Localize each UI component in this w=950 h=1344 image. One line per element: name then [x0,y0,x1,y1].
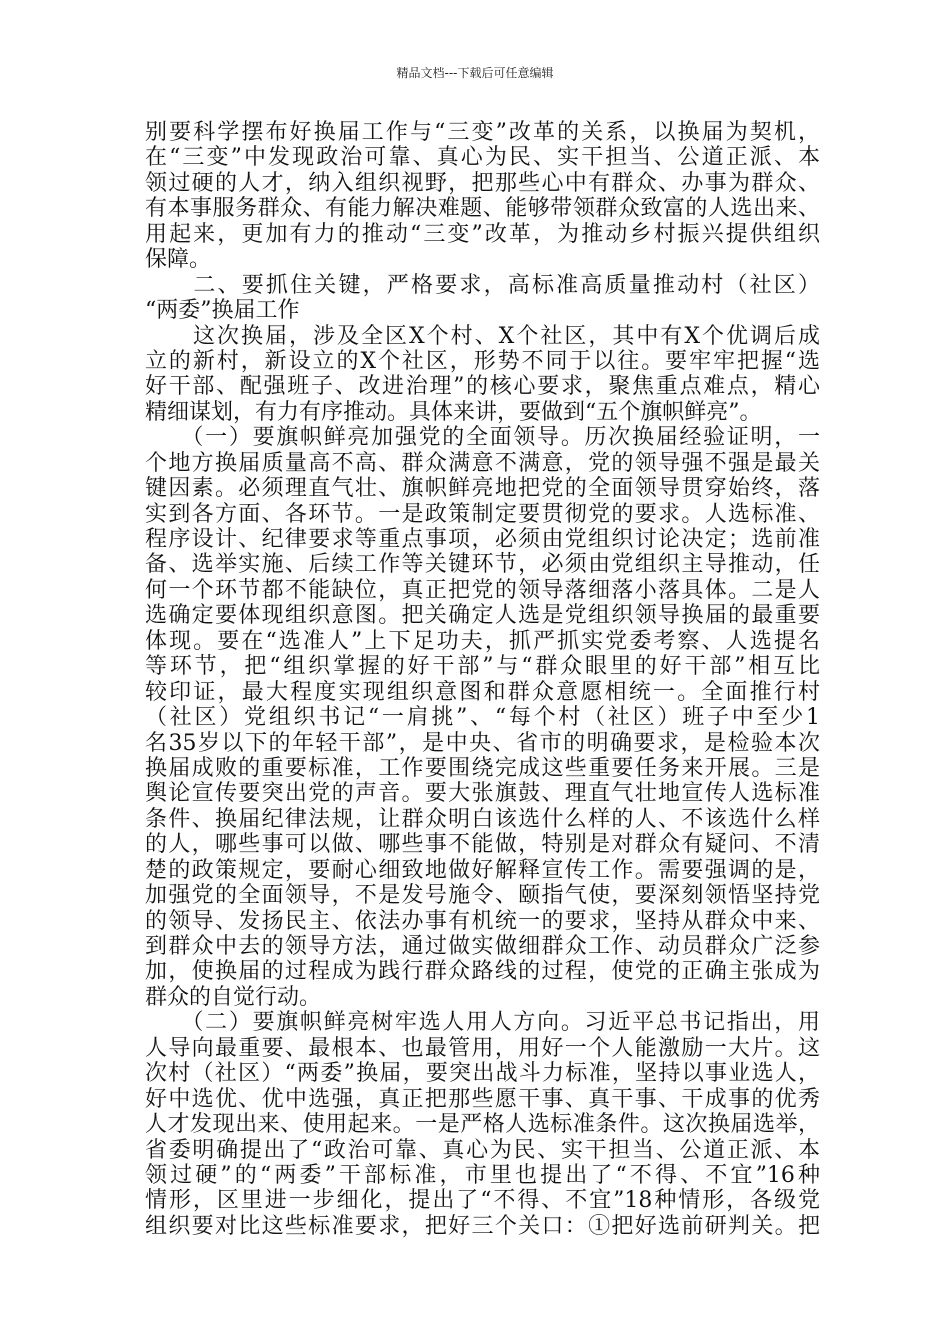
text-line: 二、要抓住关键，严格要求，高标准高质量推动村（社区） [145,272,820,298]
text-line: 保障。 [145,247,212,273]
text-line: “两委”换届工作 [145,298,300,324]
text-line: 人才发现出来、使用起来。一是严格人选标准条件。这次换届选举， [145,1112,820,1138]
text-line: 省委明确提出了“政治可靠、真心为民、实干担当、公道正派、本 [145,1137,820,1163]
text-line: 换届成败的重要标准，工作要围绕完成这些重要任务来开展。三是 [145,755,820,781]
text-line: 选确定要体现组织意图。把关确定人选是党组织领导换届的最重要 [145,603,820,629]
text-line: 较印证，最大程度实现组织意图和群众意愿相统一。全面推行村 [145,679,820,705]
text-line: 这次换届，涉及全区X个村、X个社区，其中有X个优调后成 [145,323,820,349]
text-line: 好中选优、优中选强，真正把那些愿干事、真干事、干成事的优秀 [145,1086,820,1112]
text-line: 名35岁以下的年轻干部”，是中央、省市的明确要求，是检验本次 [145,730,820,756]
text-line: 群众的自觉行动。 [145,984,322,1010]
text-line: 在“三变”中发现政治可靠、真心为民、实干担当、公道正派、本 [145,145,820,171]
text-line: 加强党的全面领导，不是发号施令、颐指气使，要深刻领悟坚持党 [145,883,820,909]
text-line: 立的新村，新设立的X个社区，形势不同于以往。要牢牢把握“选 [145,348,820,374]
text-line: 何一个环节都不能缺位，真正把党的领导落细落小落具体。二是人 [145,577,820,603]
text-line: 次村（社区）“两委”换届，要突出战斗力标准，坚持以事业选人， [145,1061,820,1087]
text-line: 用起来，更加有力的推动“三变”改革，为推动乡村振兴提供组织 [145,221,820,247]
text-line: 备、选举实施、后续工作等关键环节，必须由党组织主导推动，任 [145,552,820,578]
document-body [145,120,820,1239]
text-line: （二）要旗帜鲜亮树牢选人用人方向。习近平总书记指出，用 [145,1010,820,1036]
text-line: 键因素。必须理直气壮、旗帜鲜亮地把党的全面领导贯穿始终，落 [145,476,820,502]
text-line: 加，使换届的过程成为践行群众路线的过程，使党的正确主张成为 [145,959,820,985]
text-line: 舆论宣传要突出党的声音。要大张旗鼓、理直气壮地宣传人选标准 [145,781,820,807]
text-line: 楚的政策规定，要耐心细致地做好解释宣传工作。需要强调的是， [145,857,820,883]
text-line: 程序设计、纪律要求等重点事项，必须由党组织讨论决定；选前准 [145,527,820,552]
text-line: （社区）党组织书记“一肩挑”、“每个村（社区）班子中至少1 [145,705,820,731]
text-line: 好干部、配强班子、改进治理”的核心要求，聚焦重点难点，精心 [145,374,820,400]
text-line: 领过硬的人才，纳入组织视野，把那些心中有群众、办事为群众、 [145,170,820,196]
text-line: 等环节，把“组织掌握的好干部”与“群众眼里的好干部”相互比 [145,654,820,680]
text-line: 组织要对比这些标准要求，把好三个关口：①把好选前研判关。把 [145,1213,820,1239]
text-line: 精细谋划，有力有序推动。具体来讲，要做到“五个旗帜鲜亮”。 [145,399,762,425]
text-line: 别要科学摆布好换届工作与“三变”改革的关系，以换届为契机， [145,120,820,145]
text-line: 领过硬”的“两委”干部标准，市里也提出了“不得、不宜”16种 [145,1162,820,1188]
text-line: 有本事服务群众、有能力解决难题、能够带领群众致富的人选出来、 [145,196,820,222]
text-line: 实到各方面、各环节。一是政策制定要贯彻党的要求。人选标准、 [145,501,820,527]
text-line: 体现。要在“选准人”上下足功夫，抓严抓实党委考察、人选提名 [145,628,820,654]
text-line: （一）要旗帜鲜亮加强党的全面领导。历次换届经验证明，一 [145,425,820,451]
text-line: 到群众中去的领导方法，通过做实做细群众工作、动员群众广泛参 [145,934,820,959]
text-line: 的领导、发扬民主、依法办事有机统一的要求，坚持从群众中来、 [145,908,820,934]
text-line: 人导向最重要、最根本、也最管用，用好一个人能激励一大片。这 [145,1035,820,1061]
text-line: 的人，哪些事可以做、哪些事不能做，特别是对群众有疑问、不清 [145,832,820,858]
text-line: 条件、换届纪律法规，让群众明白该选什么样的人、不该选什么样 [145,806,820,832]
page-header: 精品文档---下载后可任意编辑 [396,66,554,80]
text-line: 情形，区里进一步细化，提出了“不得、不宜”18种情形，各级党 [145,1188,820,1214]
text-line: 个地方换届质量高不高、群众满意不满意，党的领导强不强是最关 [145,450,820,476]
